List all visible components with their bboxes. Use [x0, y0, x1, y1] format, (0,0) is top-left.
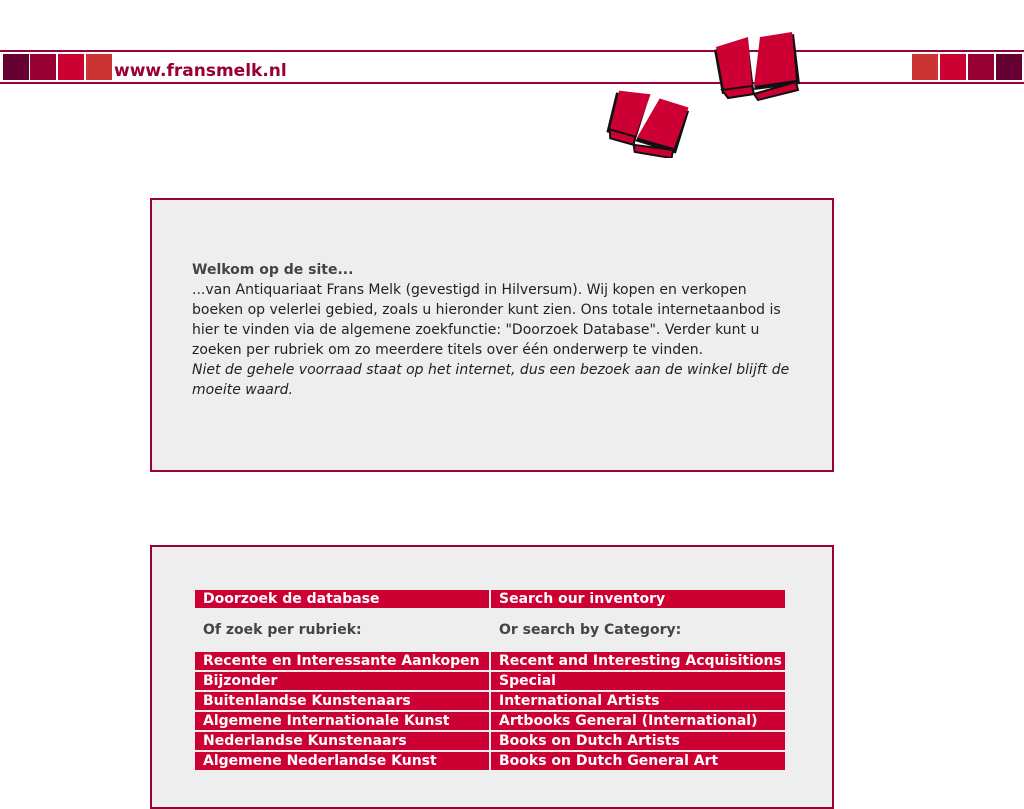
category-label-row	[195, 610, 785, 650]
category-link-nl[interactable]: Nederlandse Kunstenaars	[195, 732, 489, 750]
color-square	[912, 54, 938, 80]
welcome-note: Niet de gehele voorraad staat op het internet, dus een bezoek aan de winkel blijft de moeite waard.	[192, 362, 790, 398]
open-book-icon	[600, 88, 692, 158]
color-square	[940, 54, 966, 80]
category-link-nl[interactable]: Bijzonder	[195, 672, 489, 690]
search-inventory-link-en[interactable]: Search our inventory	[491, 590, 785, 608]
color-square	[996, 54, 1022, 80]
color-square	[30, 54, 56, 80]
color-square	[86, 54, 112, 80]
site-logo-link[interactable]: www.fransmelk.nl	[114, 61, 287, 81]
category-link-nl[interactable]: Algemene Nederlandse Kunst	[195, 752, 489, 770]
category-link-en[interactable]: Recent and Interesting Acquisitions	[491, 652, 785, 670]
navigation-panel	[150, 545, 834, 809]
category-link-en[interactable]: Special	[491, 672, 785, 690]
category-row	[195, 692, 785, 710]
category-link-en[interactable]: Books on Dutch General Art	[491, 752, 785, 770]
category-label-nl: Of zoek per rubriek:	[203, 622, 362, 638]
search-database-link-nl[interactable]: Doorzoek de database	[195, 590, 489, 608]
open-book-icon	[708, 32, 804, 102]
category-link-en[interactable]: Artbooks General (International)	[491, 712, 785, 730]
category-link-en[interactable]: International Artists	[491, 692, 785, 710]
welcome-body: ...van Antiquariaat Frans Melk (gevestigd in Hilversum). Wij kopen en verkopen boeken op velerlei gebied, zoals u hieronder kunt zien. Ons totale internetaanbod is hier te vinden via de algemene zoekfunctie: "Doorzoek Database". Verder kunt u zoeken per rubriek om zo meerdere titels over één onderwerp te vinden.	[192, 282, 781, 358]
header-line-bottom	[0, 82, 1024, 84]
search-row	[195, 590, 785, 608]
header-line-top	[0, 50, 1024, 52]
color-square	[58, 54, 84, 80]
category-link-nl[interactable]: Recente en Interessante Aankopen	[195, 652, 489, 670]
category-link-en[interactable]: Books on Dutch Artists	[491, 732, 785, 750]
welcome-title: Welkom op de site...	[192, 262, 354, 278]
color-square	[3, 54, 29, 80]
category-row	[195, 712, 785, 730]
category-row	[195, 672, 785, 690]
category-link-nl[interactable]: Algemene Internationale Kunst	[195, 712, 489, 730]
category-label-en: Or search by Category:	[499, 622, 682, 638]
category-table	[193, 588, 787, 772]
category-row	[195, 732, 785, 750]
color-square	[968, 54, 994, 80]
category-row	[195, 752, 785, 770]
welcome-panel	[150, 198, 834, 472]
category-link-nl[interactable]: Buitenlandse Kunstenaars	[195, 692, 489, 710]
category-row	[195, 652, 785, 670]
